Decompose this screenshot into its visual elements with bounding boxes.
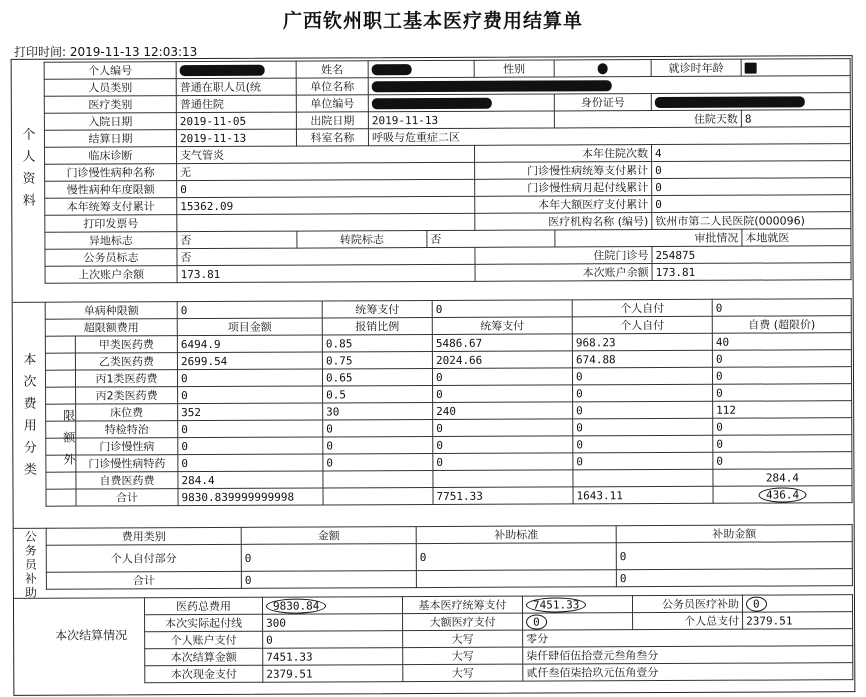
dept-label: 科室名称: [296, 129, 368, 146]
fee-item-pool: 240: [433, 402, 573, 420]
inpatient-no-label: 住院门诊号: [475, 247, 652, 265]
settlement-form-frame: [11, 55, 856, 696]
gender-label: 性别: [474, 60, 554, 77]
total-pool: 7751.33: [433, 487, 573, 505]
fee-table: [45, 298, 853, 507]
fee-item-self: 0: [573, 401, 713, 419]
fee-cell: [433, 470, 573, 488]
hospital-value: 钦州市第二人民医院(000096): [652, 212, 851, 230]
prev-balance-value: 173.81: [177, 264, 475, 282]
fee-header: 自费 (超限价): [712, 316, 851, 334]
civil-sub-label: 公务员医疗补助: [632, 595, 742, 612]
pool-accum-label: 本年统筹支付累计: [45, 198, 177, 216]
large-accum-label: 本年大额医疗支付累计: [475, 196, 652, 214]
curr-balance-value: 173.81: [652, 263, 851, 281]
fee-spacer: [46, 404, 76, 421]
fee-item-name: 丙1类医药费: [75, 370, 177, 387]
civil-header: 补助金额: [616, 525, 852, 543]
med-type-label: 医疗类别: [44, 96, 176, 114]
fee-item-self: 968.23: [572, 333, 712, 351]
chronic-name-label: 门诊慢性病种名称: [45, 164, 177, 182]
self-pay-value: 0: [712, 299, 851, 317]
fee-spacer: [45, 353, 75, 370]
settle-upper-label: 大写: [403, 647, 523, 665]
fee-item-self: 674.88: [572, 350, 712, 368]
large-pay-cell: [523, 613, 633, 630]
total-amount: 9830.839999999998: [178, 488, 323, 506]
fee-item-own: 0: [713, 435, 852, 453]
fee-header: 统筹支付: [432, 317, 572, 335]
fee-item-own: 112: [713, 401, 852, 419]
section-label-personal: 个 人 资 料: [22, 127, 36, 209]
fee-item-ratio: 0.65: [322, 369, 432, 386]
divider: [14, 528, 46, 529]
curr-balance-label: 本次账户余额: [475, 264, 652, 282]
person-type-value: 普通在职人员(统: [176, 78, 296, 96]
civil-self-std: 0: [416, 543, 616, 571]
gender-value: [554, 60, 651, 77]
civil-self-label: 个人自付部分: [46, 544, 241, 572]
civil-header: 费用类别: [46, 527, 241, 545]
settle-date-label: 结算日期: [44, 130, 176, 148]
fee-spacer: [46, 438, 76, 455]
transfer-value: 否: [427, 230, 555, 248]
total-cost-label: 医药总费用: [144, 597, 262, 615]
civil-header: 金额: [241, 527, 416, 545]
civil-sum-sub: 0: [616, 569, 852, 587]
civil-sub-value: 0: [746, 596, 767, 611]
fee-item-name: 床位费: [76, 404, 178, 421]
civil-flag-value: 否: [177, 247, 475, 265]
divider: [14, 597, 144, 599]
civil-flag-label: 公务员标志: [45, 249, 177, 267]
unit-name-label: 单位名称: [296, 78, 368, 95]
fee-item-name: 特检特治: [76, 421, 178, 438]
divider: [13, 302, 45, 303]
fee-item-ratio: 0.75: [322, 352, 432, 369]
fee-item-amount: 0: [178, 437, 323, 455]
fee-item-amount: 0: [177, 369, 322, 387]
fee-item-ratio: 0: [323, 420, 433, 437]
fee-item-own: 0: [713, 384, 852, 402]
fee-item-name: 乙类医药费: [75, 353, 177, 370]
fee-item-own: 40: [712, 333, 851, 351]
invoice-label: 打印发票号: [45, 215, 177, 233]
fee-item-name: 甲类医药费: [75, 336, 177, 353]
days-label: 住院天数: [554, 110, 741, 128]
personal-no-value: [176, 61, 296, 79]
person-type-label: 人员类别: [44, 79, 176, 97]
chronic-name-value: 无: [177, 162, 475, 180]
pool-pay-label: 统筹支付: [322, 301, 432, 318]
id-value: [651, 93, 850, 111]
single-limit-label: 单病种限额: [45, 302, 177, 320]
fee-header: 项目金额: [177, 318, 322, 336]
selfpay-drug-value: 284.4: [178, 471, 323, 489]
account-upper-value: 零分: [523, 629, 853, 647]
remote-value: 否: [177, 231, 297, 249]
fee-header: 超限额费用: [45, 319, 177, 337]
fee-item-ratio: 0.85: [322, 335, 432, 352]
name-value: [368, 60, 474, 77]
pool-accum-value: 15362.09: [177, 196, 475, 214]
settle-amount-value: 7451.33: [263, 648, 403, 666]
personal-total-label: 个人总支付: [633, 612, 743, 629]
section-label-fees: 本 次 费 用 分 类: [23, 352, 37, 478]
civil-sub-cell: [742, 595, 852, 612]
civil-self-sub: 0: [616, 542, 852, 570]
remote-label: 异地标志: [45, 232, 177, 250]
chronic-limit-label: 慢性病种年度限额: [45, 181, 177, 199]
large-pay-value: 0: [526, 614, 547, 629]
fee-cell: [323, 488, 433, 505]
total-own: 436.4: [759, 487, 806, 502]
fee-item-pool: 2024.66: [432, 351, 572, 369]
fee-header: 报销比例: [322, 318, 432, 335]
fee-item-ratio: 0: [323, 437, 433, 454]
basic-pool-label: 基本医疗统筹支付: [402, 596, 522, 614]
total-self: 1643.11: [573, 486, 713, 504]
chronic-month-label: 门诊慢性病月起付线累计: [475, 179, 652, 197]
print-time: 打印时间: 2019-11-13 12:03:13: [14, 45, 198, 59]
civil-sum-label: 合计: [46, 571, 241, 589]
fee-spacer: [46, 387, 76, 404]
fee-spacer: [46, 455, 76, 472]
account-upper-label: 大写: [403, 630, 523, 648]
diagnosis-value: 支气管炎: [176, 145, 474, 163]
chronic-pool-label: 门诊慢性病统筹支付累计: [475, 162, 652, 180]
unit-name-value: [368, 76, 850, 95]
invoice-value: [177, 213, 475, 231]
fee-item-pool: 0: [433, 436, 573, 454]
fee-item-pool: 0: [432, 368, 572, 386]
single-limit-value: 0: [177, 301, 322, 319]
fee-spacer: [46, 421, 76, 438]
account-pay-value: 0: [263, 631, 403, 649]
age-label: 就诊时年龄: [651, 59, 741, 76]
fee-item-pool: 0: [433, 419, 573, 437]
civil-header: 补助标准: [416, 526, 616, 544]
fee-item-self: 0: [572, 367, 712, 385]
approval-label: 审批情况: [555, 229, 742, 247]
fee-spacer: [46, 489, 76, 506]
section-label-civil: 公 务 员 补 助: [24, 529, 37, 600]
total-label: 合计: [76, 489, 178, 506]
unit-no-value: [368, 94, 554, 112]
settle-amount-label: 本次结算金额: [145, 648, 263, 666]
fee-item-amount: 352: [178, 403, 323, 421]
settlement-table: [144, 594, 853, 683]
fee-cell: [323, 471, 433, 488]
document-title: 广西钦州职工基本医疗费用结算单: [282, 10, 583, 32]
fee-item-amount: 6494.9: [177, 335, 322, 353]
fee-item-own: 0: [713, 418, 852, 436]
age-value: [741, 59, 850, 76]
fee-spacer: [45, 370, 75, 387]
personal-no-label: 个人编号: [44, 62, 176, 80]
fee-item-pool: 0: [433, 453, 573, 471]
account-pay-label: 个人账户支付: [145, 631, 263, 649]
self-pay-label: 个人自付: [572, 299, 712, 317]
section-label-settlement: 本次结算情况: [55, 628, 128, 643]
fee-item-self: 0: [573, 452, 713, 470]
settle-upper-value: 柒仟肆佰伍拾壹元叁角叁分: [523, 646, 853, 664]
cash-label: 本次现金支付: [145, 665, 263, 683]
cash-upper-label: 大写: [403, 664, 523, 682]
fee-item-self: 0: [573, 435, 713, 453]
fee-item-name: 门诊慢性病: [76, 438, 178, 455]
dept-value: 呼吸与危重症二区: [368, 127, 850, 146]
chronic-month-value: 0: [652, 178, 851, 196]
fee-item-name: 丙2类医药费: [76, 387, 178, 404]
total-cost-value: 9830.84: [266, 598, 326, 613]
cash-upper-value: 贰仟叁佰柒拾玖元伍角壹分: [523, 663, 853, 681]
large-accum-value: 0: [652, 195, 851, 213]
selfpay-drug-own: 284.4: [713, 469, 852, 487]
selfpay-drug-label: 自费医药费: [76, 472, 178, 489]
prev-balance-label: 上次账户余额: [45, 266, 177, 284]
discharge-label: 出院日期: [296, 112, 368, 129]
large-pay-label: 大额医疗支付: [403, 613, 523, 631]
fee-item-self: 0: [573, 418, 713, 436]
fee-item-self: 0: [573, 384, 713, 402]
deductible-label: 本次实际起付线: [145, 614, 263, 632]
total-cost-cell: [262, 597, 402, 615]
inpatient-no-value: 254875: [652, 246, 851, 264]
pool-pay-value: 0: [432, 300, 572, 318]
admit-label: 入院日期: [44, 113, 176, 131]
transfer-label: 转院标志: [297, 231, 427, 249]
civil-sum-amount: 0: [241, 571, 416, 589]
diagnosis-label: 临床诊断: [45, 147, 177, 165]
fee-spacer: [46, 472, 76, 489]
times-label: 本年住院次数: [474, 145, 651, 163]
fee-item-own: 0: [713, 452, 852, 470]
discharge-value: 2019-11-13: [368, 111, 554, 129]
fee-item-amount: 0: [178, 454, 323, 472]
fee-item-amount: 0: [178, 386, 323, 404]
fee-header: 个人自付: [572, 316, 712, 334]
fee-item-pool: 0: [433, 385, 573, 403]
personal-info-table: [44, 58, 852, 284]
fee-item-ratio: 30: [323, 403, 433, 420]
fee-item-amount: 2699.54: [177, 352, 322, 370]
fee-item-ratio: 0.5: [323, 386, 433, 403]
days-value: 8: [741, 110, 850, 127]
unit-no-label: 单位编号: [296, 95, 368, 112]
chronic-limit-value: 0: [177, 179, 475, 197]
times-value: 4: [651, 144, 850, 162]
fee-spacer: [45, 336, 75, 353]
total-own-cell: [713, 486, 852, 504]
fee-item-ratio: 0: [323, 454, 433, 471]
deductible-value: 300: [263, 614, 403, 632]
basic-pool-cell: [522, 596, 632, 613]
admit-value: 2019-11-05: [176, 112, 296, 130]
med-type-value: 普通住院: [176, 95, 296, 113]
civil-subsidy-table: [46, 524, 853, 590]
chronic-pool-value: 0: [652, 161, 851, 179]
civil-cell: [416, 570, 616, 588]
cash-value: 2379.51: [263, 665, 403, 683]
fee-cell: [573, 469, 713, 487]
fee-item-name: 门诊慢性病特药: [76, 455, 178, 472]
settle-date-value: 2019-11-13: [176, 129, 296, 147]
fee-item-own: 0: [712, 367, 851, 385]
personal-total-value: 2379.51: [743, 612, 853, 629]
civil-self-amount: 0: [241, 544, 416, 572]
fee-item-pool: 5486.67: [432, 334, 572, 352]
id-label: 身份证号: [554, 94, 651, 111]
fee-item-amount: 0: [178, 420, 323, 438]
fee-item-own: 0: [712, 350, 851, 368]
basic-pool-value: 7451.33: [526, 597, 586, 612]
approval-value: 本地就医: [742, 229, 851, 246]
section-label-limit-out: 限 额 外: [63, 408, 76, 467]
hospital-label: 医疗机构名称 (编号): [475, 213, 652, 231]
name-label: 姓名: [296, 61, 368, 78]
